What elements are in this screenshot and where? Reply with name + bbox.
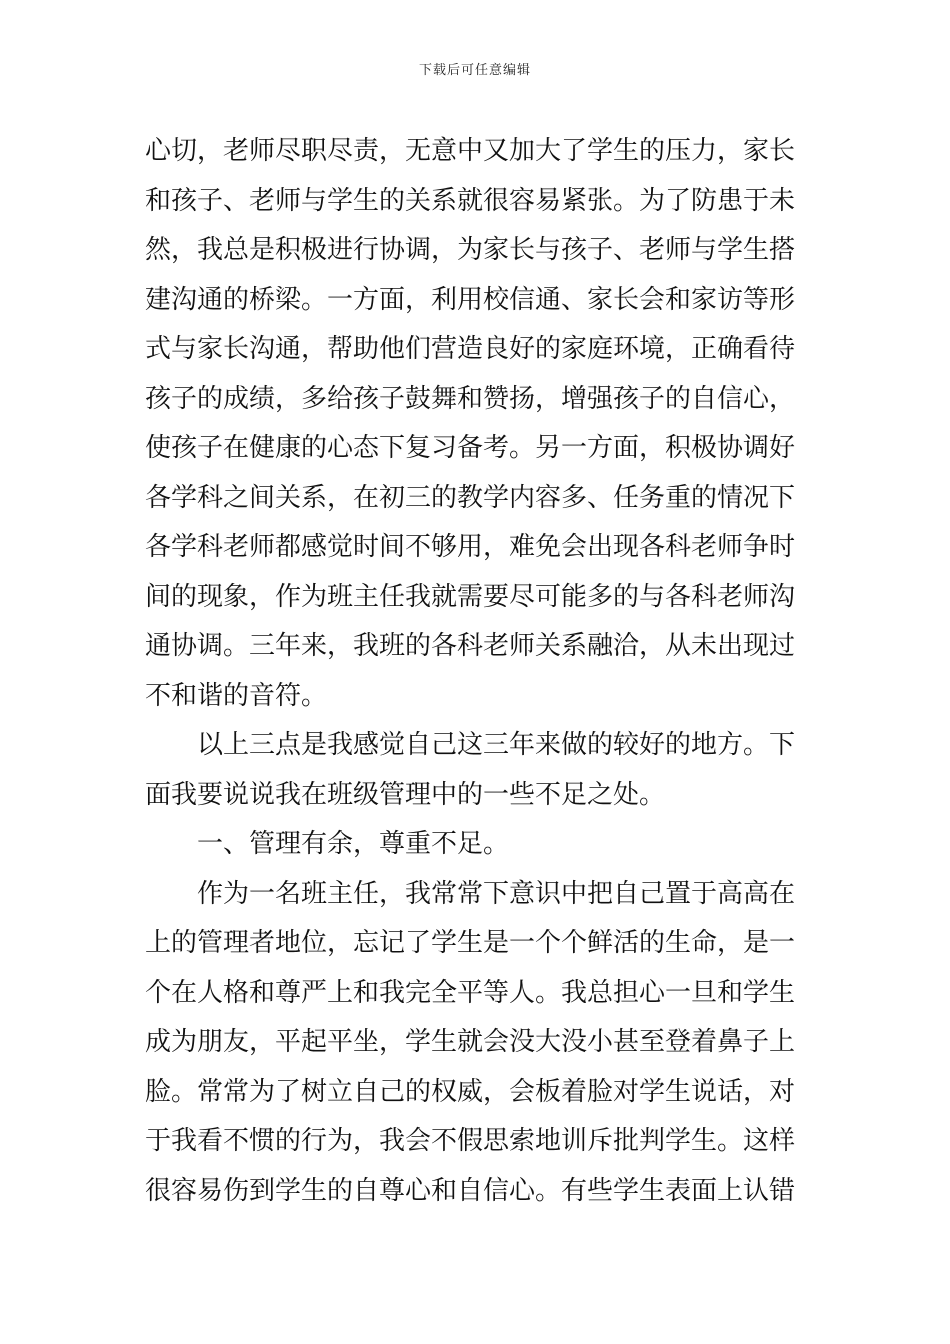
text-line: 然，我总是积极进行协调，为家长与孩子、老师与学生搭 xyxy=(145,235,796,265)
text-line: 各学科老师都感觉时间不够用，难免会出现各科老师争时 xyxy=(145,532,796,562)
text-line: 和孩子、老师与学生的关系就很容易紧张。为了防患于未 xyxy=(145,185,796,216)
text-line: 间的现象，作为班主任我就需要尽可能多的与各科老师沟 xyxy=(145,581,796,612)
text-line: 面我要说说我在班级管理中的一些不足之处。 xyxy=(145,779,666,810)
section-heading: 一、管理有余，尊重不足。 xyxy=(197,829,510,859)
paragraph-start-line: 作为一名班主任，我常常下意识中把自己置于高高在 xyxy=(197,878,796,909)
document-body xyxy=(145,127,810,1216)
text-line: 通协调。三年来，我班的各科老师关系融洽，从未出现过 xyxy=(145,631,796,661)
text-line: 心切，老师尽职尽责，无意中又加大了学生的压力，家长 xyxy=(145,136,796,166)
text-line: 建沟通的桥梁。一方面，利用校信通、家长会和家访等形 xyxy=(145,284,796,315)
text-line: 使孩子在健康的心态下复习备考。另一方面，积极协调好 xyxy=(145,433,796,463)
text-line: 孩子的成绩，多给孩子鼓舞和赞扬，增强孩子的自信心， xyxy=(145,383,796,414)
text-line: 很容易伤到学生的自尊心和自信心。有些学生表面上认错 xyxy=(145,1175,796,1206)
text-line: 于我看不惯的行为，我会不假思索地训斥批判学生。这样 xyxy=(145,1126,796,1156)
text-line: 上的管理者地位，忘记了学生是一个个鲜活的生命，是一 xyxy=(145,928,796,958)
text-line: 脸。常常为了树立自己的权威，会板着脸对学生说话，对 xyxy=(145,1076,796,1107)
paragraph-start-line: 以上三点是我感觉自己这三年来做的较好的地方。下 xyxy=(197,730,796,760)
text-line: 不和谐的音符。 xyxy=(145,680,328,711)
page-header: 下载后可任意编辑 xyxy=(418,63,531,78)
text-line: 式与家长沟通，帮助他们营造良好的家庭环境，正确看待 xyxy=(145,334,796,364)
text-line: 个在人格和尊严上和我完全平等人。我总担心一旦和学生 xyxy=(145,977,796,1008)
text-line: 成为朋友，平起平坐，学生就会没大没小甚至登着鼻子上 xyxy=(145,1027,796,1057)
text-line: 各学科之间关系，在初三的教学内容多、任务重的情况下 xyxy=(145,482,796,513)
